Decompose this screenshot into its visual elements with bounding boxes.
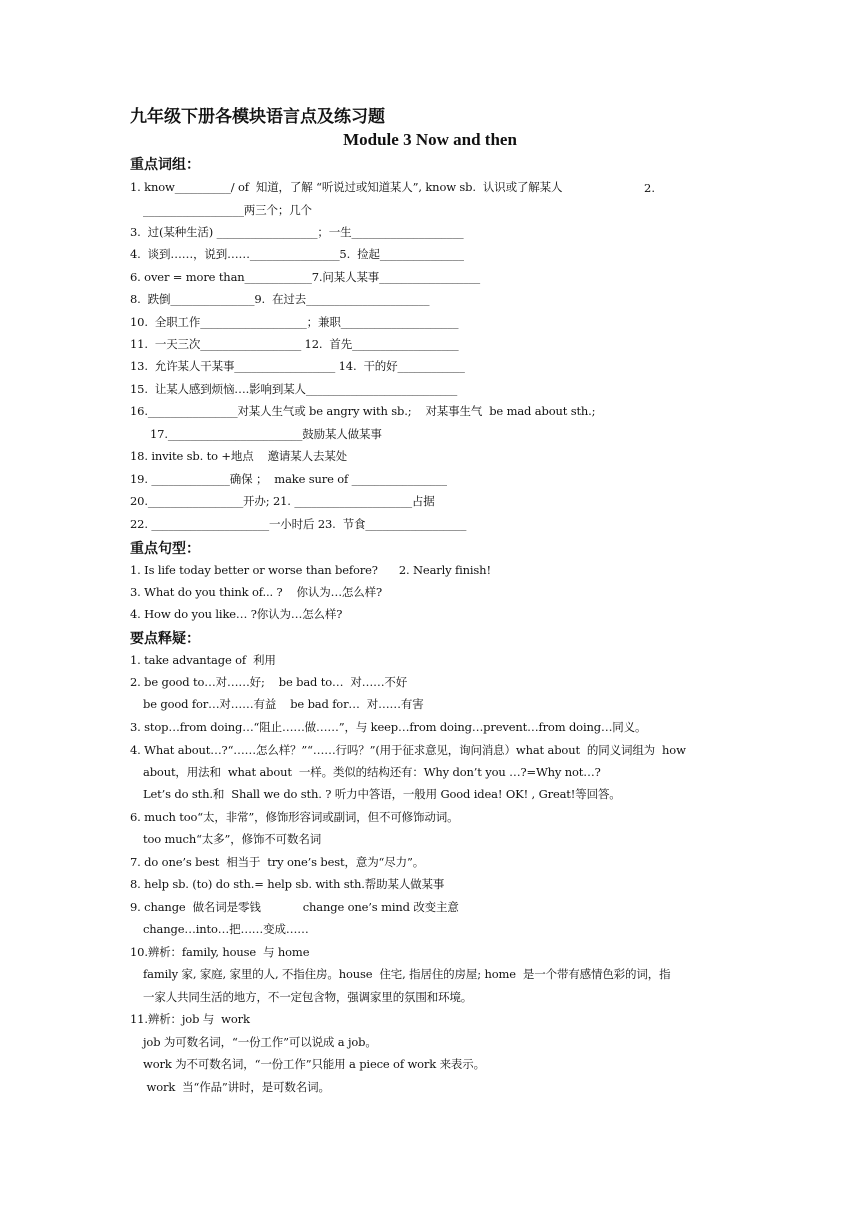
phrase-line: 22. _____________________一小时后 23. 节食__________________ [130, 517, 467, 531]
note-line: 4. What about…?“……怎么样？”“……行吗？”(用于征求意见，询问消息）what about 的同义词组为 how [130, 743, 686, 757]
note-line: 11.辨析：job 与 work [130, 1012, 250, 1026]
phrase-line: 10. 全职工作___________________；兼职_____________________ [130, 315, 459, 329]
note-line: family 家, 家庭, 家里的人, 不指住房。house 住宅, 指居住的房屋; home 是一个带有感情色彩的词，指 [143, 967, 671, 981]
phrase-line: 18. invite sb. to +地点 邀请某人去某处 [130, 449, 348, 463]
note-line: Let’s do sth.和 Shall we do sth. ? 听力中答语，一般用 Good idea! OK! , Great!等回答。 [143, 787, 621, 801]
phrase-line-number: 2. [644, 181, 655, 195]
sentence-line: 1. Is life today better or worse than before? 2. Nearly finish! [130, 563, 491, 577]
note-line: be good for…对……有益 be bad for… 对……有害 [143, 697, 424, 711]
note-line: 一家人共同生活的地方，不一定包含物，强调家里的氛围和环境。 [143, 990, 473, 1004]
phrase-line: __________________两三个；几个 [143, 203, 312, 217]
note-line: 3. stop…from doing…“阻止……做……”，与 keep…from doing…prevent…from doing…同义。 [130, 720, 647, 734]
phrases-heading: 重点词组： [130, 157, 200, 173]
note-line: 7. do one’s best 相当于 try one’s best，意为“尽力”。 [130, 855, 425, 869]
sentence-line: 3. What do you think of... ? 你认为…怎么样? [130, 585, 382, 599]
phrase-line: 15. 让某人感到烦恼….影响到某人___________________________ [130, 382, 458, 396]
note-line: 9. change 做名词是零钱 change one’s mind 改变主意 [130, 900, 459, 914]
phrase-line: 19. ______________确保 ； make sure of _________________ [130, 472, 447, 486]
sentences-heading: 重点句型： [130, 541, 200, 557]
note-line: 10.辨析：family, house 与 home [130, 945, 310, 959]
phrase-line: 4. 谈到……，说到……________________5. 捡起_______________ [130, 247, 464, 261]
note-line: 8. help sb. (to) do sth.= help sb. with sth.帮助某人做某事 [130, 877, 445, 891]
note-line: 6. much too“太，非常”，修饰形容词或副词，但不可修饰动词。 [130, 810, 459, 824]
note-line: work 为不可数名词，“一份工作”只能用 a piece of work 来表示。 [143, 1057, 485, 1071]
note-line: 1. take advantage of 利用 [130, 653, 276, 667]
note-line: about，用法和 what about 一样。类似的结构还有：Why don’t you …?=Why not…? [143, 765, 601, 779]
phrase-line: 1. know__________/ of 知道，了解 “听说过或知道某人”, know sb. 认识或了解某人 [130, 180, 563, 194]
module-title: Module 3 Now and then [343, 130, 517, 149]
phrase-line: 3. 过(某种生活) __________________；一生____________________ [130, 225, 464, 239]
phrase-line: 8. 跌倒_______________9. 在过去______________________ [130, 292, 430, 306]
note-line: work 当“作品”讲时，是可数名词。 [143, 1080, 330, 1094]
phrase-line: 11. 一天三次__________________ 12. 首先___________________ [130, 337, 459, 351]
sentence-line: 4. How do you like… ?你认为…怎么样? [130, 607, 343, 621]
note-line: change…into…把……变成…… [143, 922, 309, 936]
phrase-line: 17.________________________鼓励某人做某事 [150, 427, 382, 441]
page-title: 九年级下册各模块语言点及练习题 [130, 107, 385, 127]
notes-heading: 要点释疑： [130, 631, 200, 647]
note-line: too much“太多”，修饰不可数名词 [143, 832, 322, 846]
phrase-line: 16.________________对某人生气或 be angry with sb.; 对某事生气 be mad about sth.; [130, 404, 596, 418]
phrase-line: 13. 允许某人干某事__________________ 14. 干的好____________ [130, 359, 465, 373]
phrase-line: 6. over = more than____________7.问某人某事__________________ [130, 270, 480, 284]
phrase-line: 20._________________开办; 21. _____________________占据 [130, 494, 435, 508]
note-line: 2. be good to…对……好; be bad to… 对……不好 [130, 675, 408, 689]
note-line: job 为可数名词，“一份工作”可以说成 a job。 [143, 1035, 377, 1049]
